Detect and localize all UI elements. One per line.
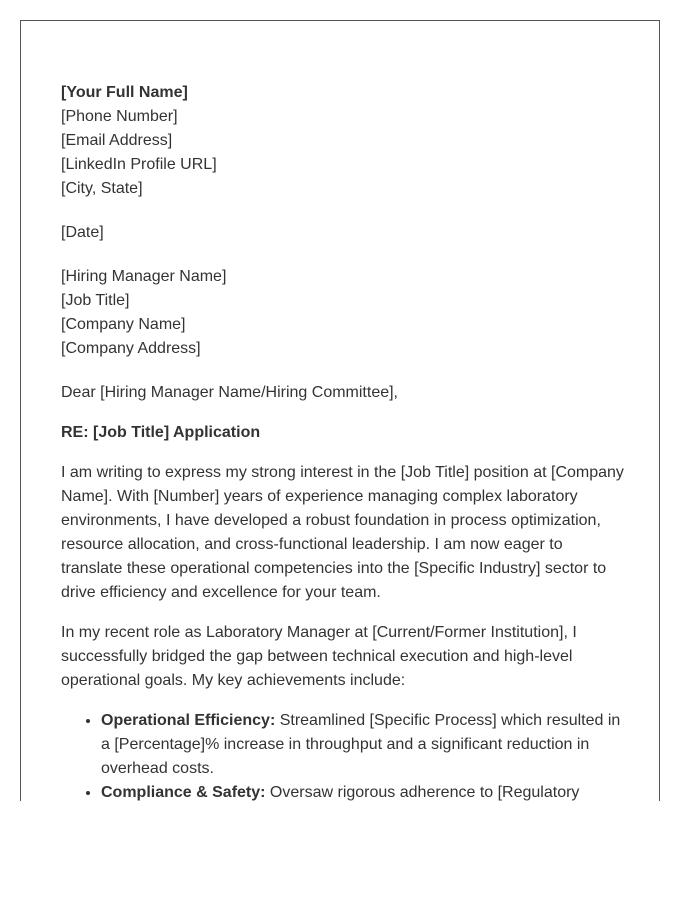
achievement-label: Compliance & Safety:: [101, 784, 266, 801]
sender-block: [61, 81, 626, 201]
sender-linkedin: [LinkedIn Profile URL]: [61, 156, 217, 173]
achievement-text: Oversaw rigorous adherence to [Regulatory: [269, 784, 580, 801]
recipient-company: [Company Name]: [61, 316, 186, 333]
experience-paragraph: In my recent role as Laboratory Manager at [Current/Former Institution], I successfully bridged the gap between technical execution and high-level operational goals. My key achievements include:: [61, 624, 577, 689]
intro-paragraph: I am writing to express my strong interest in the [Job Title] position at [Company Name]. With [Number] years of experience managing complex laboratory environments, I have developed a robust foundation in process optimization, resource allocation, and cross-functional leadership. I am now eager to translate these operational competencies into the [Specific Industry] sector to drive efficiency and excellence for your team.: [61, 464, 624, 601]
achievement-label: Operational Efficiency:: [101, 712, 276, 729]
achievement-text: Streamlined [Specific Process] which resulted in a [Percentage]% increase in throughput and a significant reduction in overhead costs.: [101, 712, 621, 777]
date-block: [61, 221, 626, 245]
subject-line: RE: [Job Title] Application: [61, 424, 261, 441]
sender-location: [City, State]: [61, 180, 143, 197]
letter-date: [Date]: [61, 224, 104, 241]
sender-phone: [Phone Number]: [61, 108, 178, 125]
recipient-address: [Company Address]: [61, 340, 201, 357]
page-margin: [0, 801, 700, 900]
recipient-title: [Job Title]: [61, 292, 130, 309]
letter-page: [20, 20, 660, 801]
recipient-name: [Hiring Manager Name]: [61, 268, 227, 285]
sender-email: [Email Address]: [61, 132, 173, 149]
recipient-block: [61, 265, 626, 361]
salutation: Dear [Hiring Manager Name/Hiring Committee],: [61, 384, 398, 401]
list-item: [101, 709, 626, 781]
sender-name: [Your Full Name]: [61, 84, 188, 101]
letter-content: [61, 81, 626, 829]
